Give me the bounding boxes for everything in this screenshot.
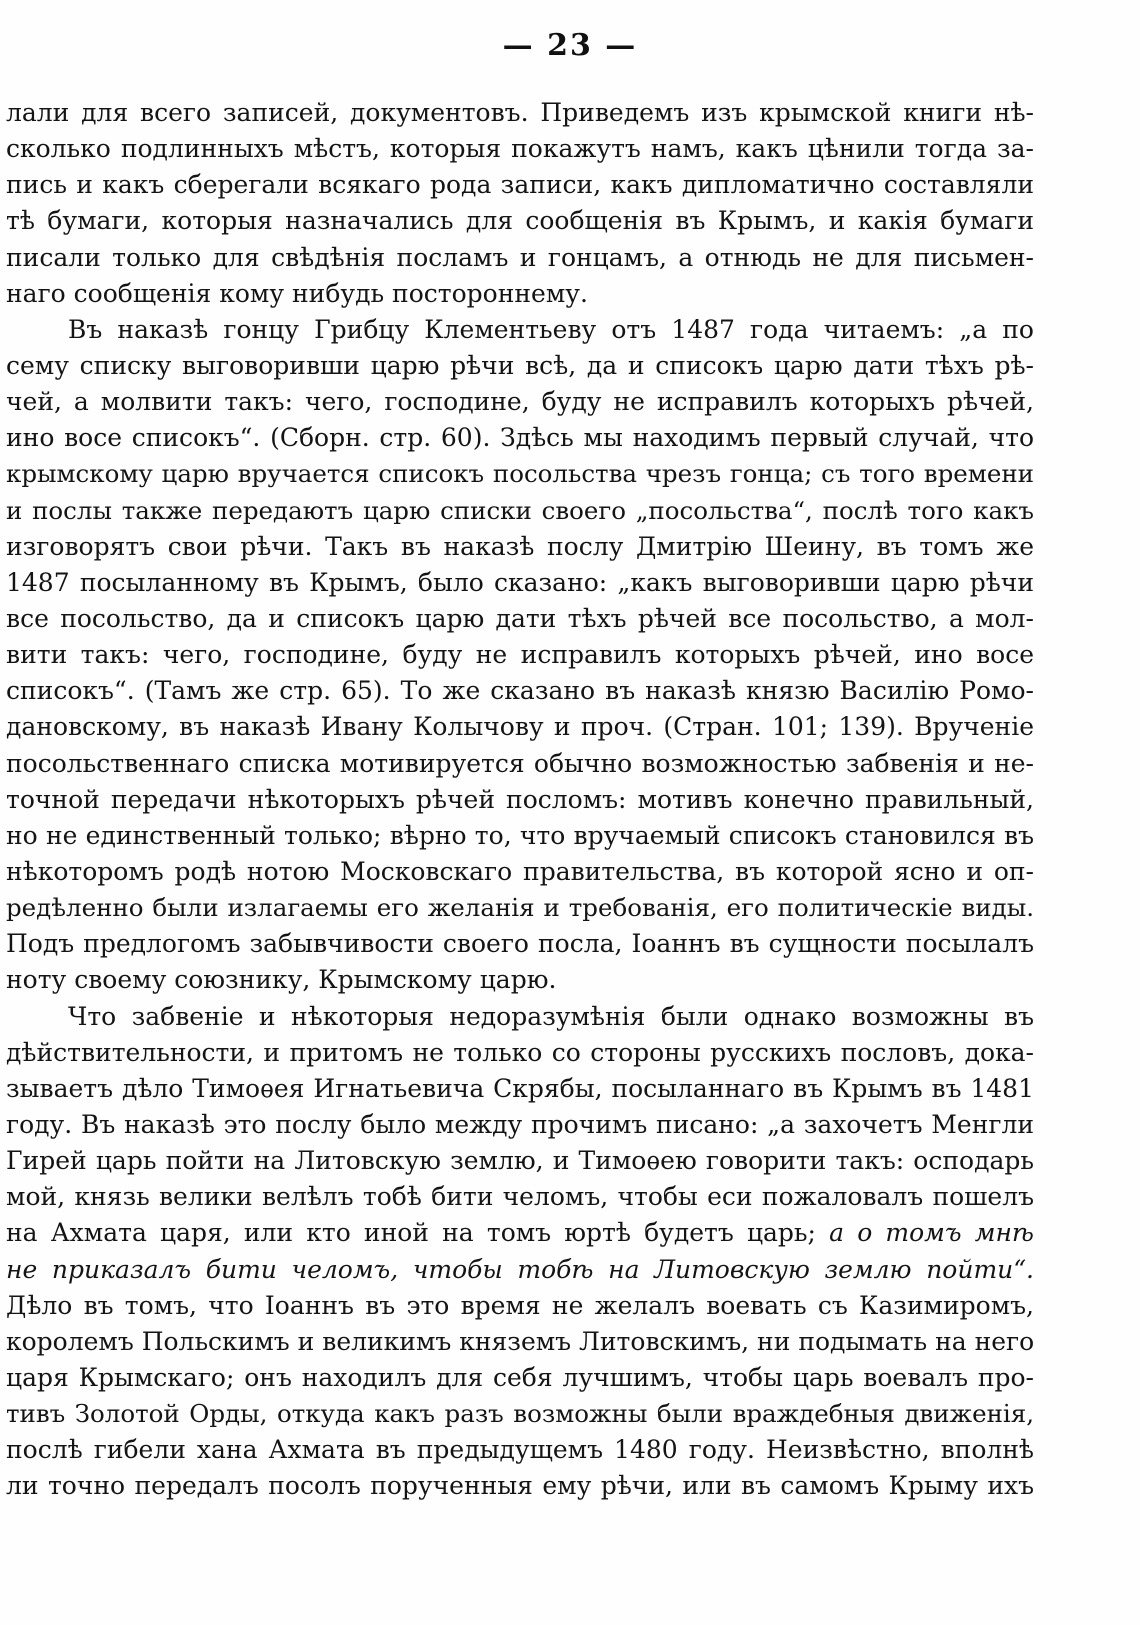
text-line: и послы также передаютъ царю списки своего „посольства“, послѣ того какъ: [6, 495, 1034, 525]
paragraph-3: [6, 999, 1034, 1505]
text-line: году. Въ наказѣ это послу было между прочимъ писано: „а захочетъ Менгли: [6, 1109, 1034, 1139]
text-line: тивъ Золотой Орды, откуда какъ разъ возможны были враждебныя движенія,: [6, 1399, 1034, 1429]
text-line: 1487 посыланному въ Крымъ, было сказано: „какъ выговоривши царю рѣчи: [6, 567, 1034, 597]
text-line: все посольство, да и списокъ царю дати тѣхъ рѣчей все посольство, а мол-: [6, 603, 1034, 633]
text-line: чей, а молвити такъ: чего, господине, буду не исправилъ которыхъ рѣчей,: [6, 387, 1034, 417]
text-line: Въ наказѣ гонцу Грибцу Клементьеву отъ 1487 года читаемъ: „а по: [68, 314, 1034, 344]
text-line: тѣ бумаги, которыя назначались для сообщенія въ Крымъ, и какія бумаги: [6, 206, 1034, 236]
text-line: сколько подлинныхъ мѣстъ, которыя покажутъ намъ, какъ цѣнили тогда за-: [6, 134, 1034, 164]
text-line: дановскому, въ наказѣ Ивану Колычову и проч. (Стран. 101; 139). Врученіе: [6, 712, 1034, 742]
text-line: Дѣло въ томъ, что Іоаннъ въ это время не желалъ воевать съ Казимиромъ,: [6, 1290, 1034, 1320]
text-segment: на Ахмата царя, или кто иной на томъ юртѣ будетъ царь;: [6, 1218, 816, 1248]
text-line: крымскому царю вручается списокъ посольства чрезъ гонца; съ того времени: [6, 459, 1034, 489]
italic-text-segment: а о томъ мнѣ: [829, 1218, 1034, 1248]
text-line: пись и какъ сберегали всякаго рода записи, какъ дипломатично составляли: [6, 170, 1034, 200]
text-line: нѣкоторомъ родѣ нотою Московскаго правительства, въ которой ясно и оп-: [6, 856, 1034, 886]
text-line: дѣйствительности, и притомъ не только со стороны русскихъ пословъ, дока-: [6, 1037, 1034, 1067]
text-line: Подъ предлогомъ забывчивости своего посла, Іоаннъ въ сущности посылалъ: [6, 929, 1034, 959]
text-line: зываетъ дѣло Тимоѳея Игнатьевича Скрябы, посыланнаго въ Крымъ въ 1481: [6, 1073, 1034, 1103]
text-line: Что забвеніе и нѣкоторыя недоразумѣнія были однако возможны въ: [68, 1001, 1034, 1031]
text-line: мой, князь велики велѣлъ тобѣ бити челомъ, чтобы еси пожаловалъ пошелъ: [6, 1182, 1034, 1212]
text-line: писали только для свѣдѣнія посламъ и гонцамъ, а отнюдь не для письмен-: [6, 242, 1034, 272]
text-line: наго сообщенія кому нибудь постороннему.: [6, 278, 588, 308]
text-line: лали для всего записей, документовъ. Приведемъ изъ крымской книги нѣ-: [6, 98, 1034, 127]
text-line: посольственнаго списка мотивируется обычно возможностью забвенія и не-: [6, 748, 1034, 778]
text-line: ноту своему союзнику, Крымскому царю.: [6, 965, 557, 995]
body-text: [6, 95, 1034, 1504]
paragraph-2: [6, 312, 1034, 999]
italic-text-line: не приказалъ бити челомъ, чтобы тобѣ на Литовскую землю пойти“.: [6, 1254, 1034, 1284]
text-line: послѣ гибели хана Ахмата въ предыдущемъ 1480 году. Неизвѣстно, вполнѣ: [6, 1435, 1034, 1465]
text-line: но не единственный только; вѣрно то, что вручаемый списокъ становился въ: [6, 820, 1034, 850]
text-line: ли точно передалъ посолъ порученныя ему рѣчи, или въ самомъ Крыму ихъ: [6, 1471, 1034, 1501]
text-line-mixed: [6, 1215, 1034, 1251]
text-line: изговорятъ свои рѣчи. Такъ въ наказѣ послу Дмитрію Шеину, въ томъ же: [6, 531, 1034, 561]
text-line: точной передачи нѣкоторыхъ рѣчей посломъ: мотивъ конечно правильный,: [6, 784, 1034, 814]
text-line: царя Крымскаго; онъ находилъ для себя лучшимъ, чтобы царь воевалъ про-: [6, 1362, 1034, 1392]
text-line: королемъ Польскимъ и великимъ княземъ Литовскимъ, ни подымать на него: [6, 1326, 1035, 1356]
text-line: списокъ“. (Тамъ же стр. 65). То же сказано въ наказѣ князю Василію Ромо-: [6, 676, 1034, 706]
page-number: — 23 —: [502, 28, 638, 63]
text-line: редѣленно были излагаемы его желанія и требованія, его политическіе виды.: [6, 893, 1034, 923]
paragraph-1: [6, 95, 1034, 312]
text-line: сему списку выговоривши царю рѣчи всѣ, да и списокъ царю дати тѣхъ рѣ-: [6, 350, 1034, 380]
text-line: Гирей царь пойти на Литовскую землю, и Тимоѳею говорити такъ: осподарь: [6, 1146, 1034, 1176]
text-line: вити такъ: чего, господине, буду не исправилъ которыхъ рѣчей, ино восе: [6, 640, 1034, 670]
text-line: ино восе списокъ“. (Сборн. стр. 60). Здѣсь мы находимъ первый случай, что: [6, 423, 1034, 453]
